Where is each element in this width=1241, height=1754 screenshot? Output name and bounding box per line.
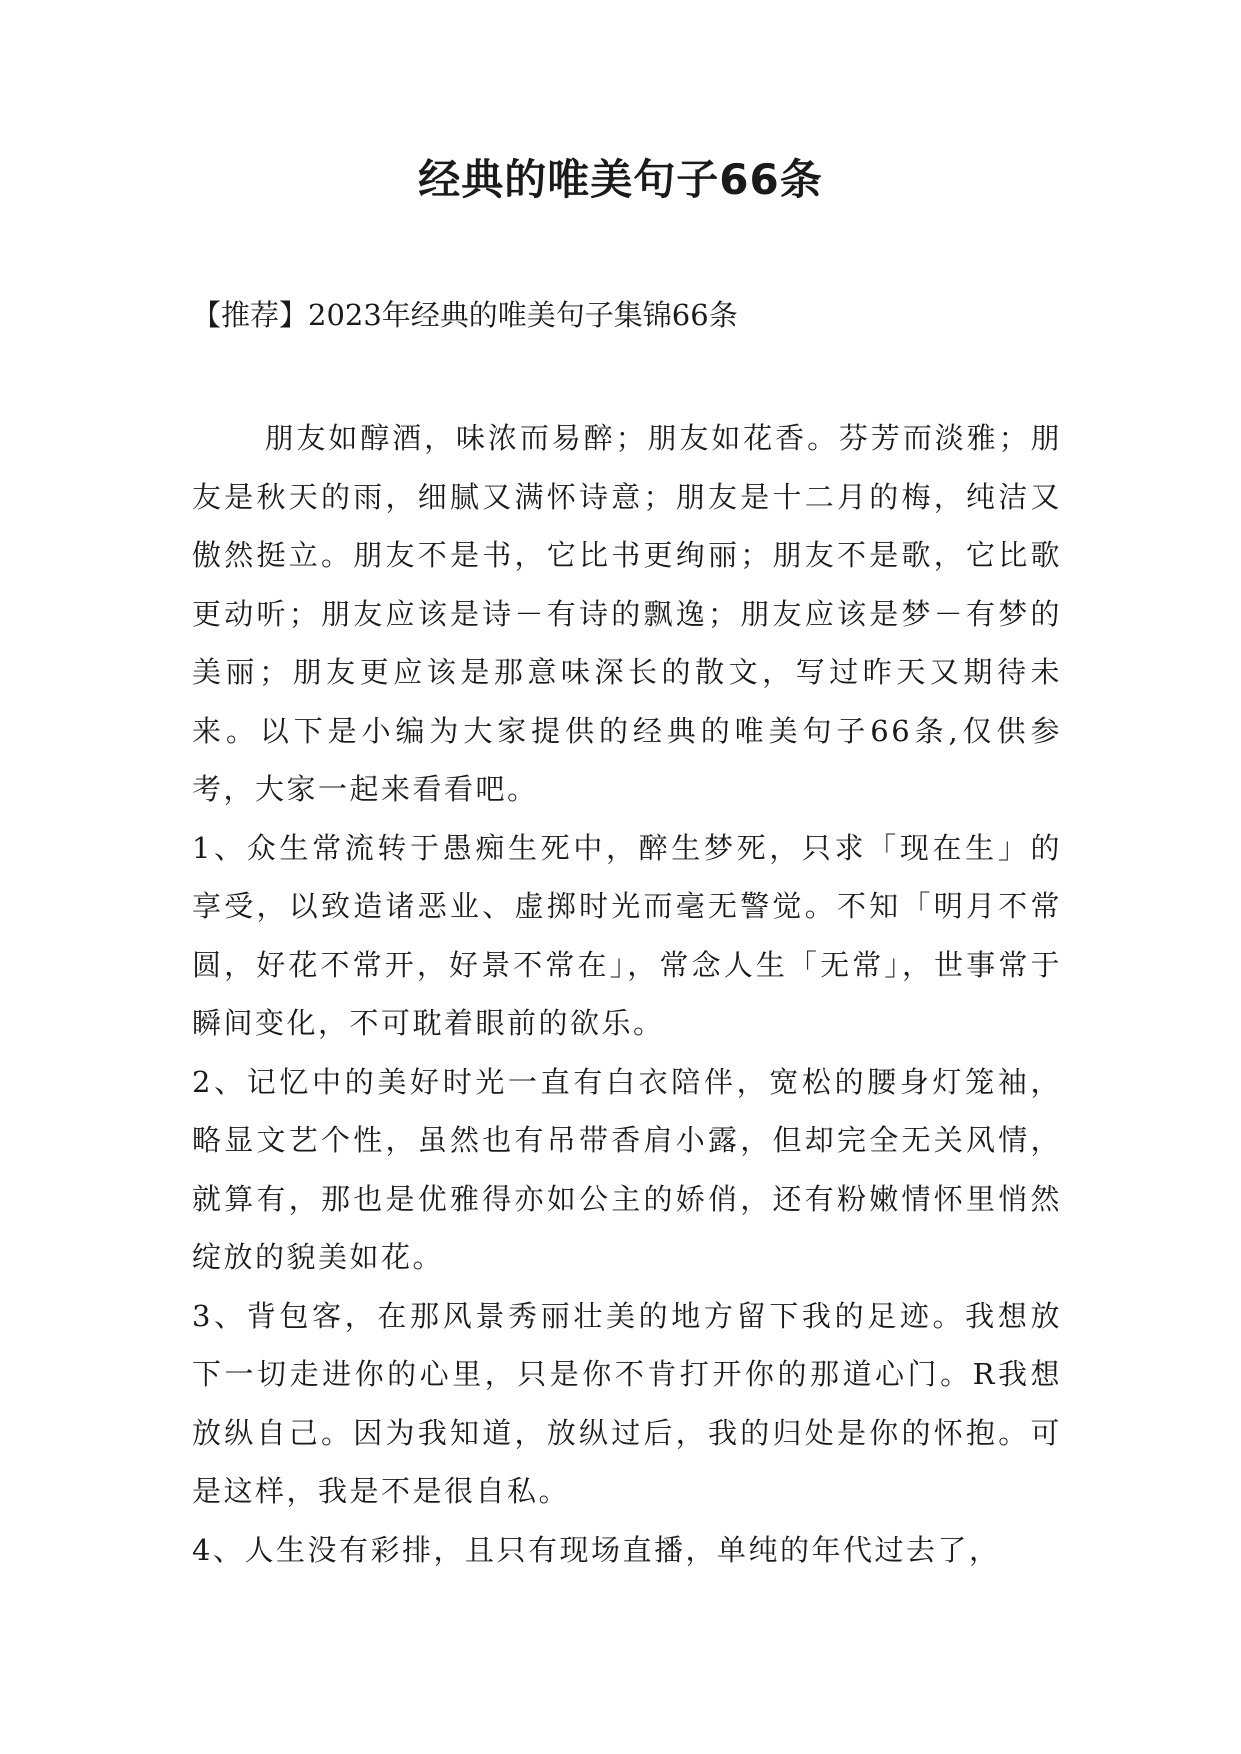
list-item: 4、人生没有彩排，且只有现场直播，单纯的年代过去了， xyxy=(192,1532,1001,1567)
list-item: 1、众生常流转于愚痴生死中，醉生梦死，只求「现在生」的享受，以致造诸恶业、虚掷时光而毫无警觉。不知「明月不常圆，好花不常开，好景不常在」，常念人生「无常」，世事常于瞬间变化，不可耽着眼前的欲乐。 xyxy=(192,830,1062,1040)
document-title: 经典的唯美句子66条 xyxy=(418,155,823,204)
document-subtitle: 【推荐】2023年经典的唯美句子集锦66条 xyxy=(192,298,738,332)
list-item: 2、记忆中的美好时光一直有白衣陪伴，宽松的腰身灯笼袖，略显文艺个性，虽然也有吊带香肩小露，但却完全无关风情，就算有，那也是优雅得亦如公主的娇俏，还有粉嫩情怀里悄然绽放的貌美如花。 xyxy=(192,1064,1062,1274)
intro-paragraph: 朋友如醇酒，味浓而易醉；朋友如花香。芬芳而淡雅；朋友是秋天的雨，细腻又满怀诗意；朋友是十二月的梅，纯洁又傲然挺立。朋友不是书，它比书更绚丽；朋友不是歌，它比歌更动听；朋友应该是诗－有诗的飘逸；朋友应该是梦－有梦的美丽；朋友更应该是那意味深长的散文，写过昨天又期待未来。以下是小编为大家提供的经典的唯美句子66条,仅供参考，大家一起来看看吧。 xyxy=(192,421,1062,806)
document-body xyxy=(192,409,1062,1579)
list-item: 3、背包客，在那风景秀丽壮美的地方留下我的足迹。我想放下一切走进你的心里，只是你不肯打开你的那道心门。R我想放纵自己。因为我知道，放纵过后，我的归处是你的怀抱。可是这样，我是不是很自私。 xyxy=(192,1298,1062,1508)
